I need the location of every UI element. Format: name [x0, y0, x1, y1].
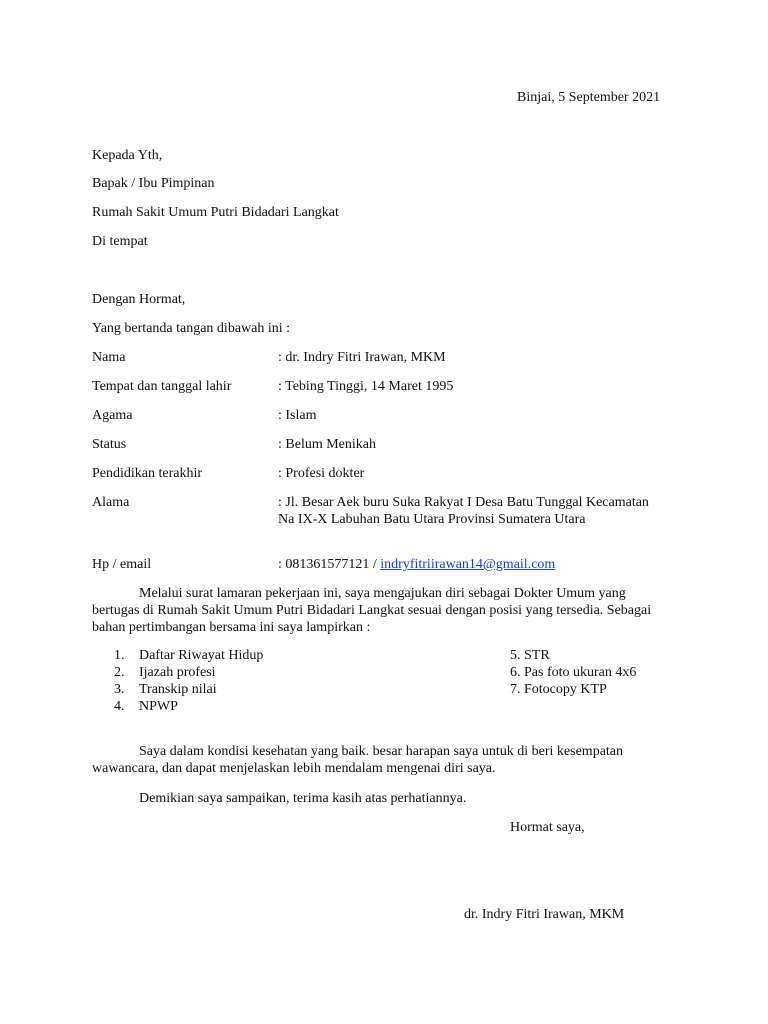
field-label-alamat: Alama	[92, 495, 130, 510]
attachment-item: Ijazah profesi	[139, 665, 216, 680]
attachment-item: Transkip nilai	[139, 682, 217, 697]
field-label-pendidikan: Pendidikan terakhir	[92, 466, 203, 481]
field-label-agama: Agama	[92, 408, 133, 423]
intro-text: Yang bertanda tangan dibawah ini :	[92, 321, 291, 336]
attachment-item: NPWP	[139, 699, 178, 714]
attachment-item: Daftar Riwayat Hidup	[139, 648, 264, 663]
attachment-number: 3.	[114, 682, 125, 697]
attachment-item: 5. STR	[510, 648, 550, 663]
phone-number: : 081361577121 /	[278, 557, 381, 572]
signature-name: dr. Indry Fitri Irawan, MKM	[464, 907, 625, 922]
field-value-agama: : Islam	[278, 408, 317, 423]
field-value-pendidikan: : Profesi dokter	[278, 466, 365, 481]
place-date: Binjai, 5 September 2021	[517, 90, 661, 105]
recipient-line-4: Di tempat	[92, 234, 148, 249]
recipient-line-2: Bapak / Ibu Pimpinan	[92, 176, 215, 191]
attachment-item: 6. Pas foto ukuran 4x6	[510, 665, 637, 680]
field-label-nama: Nama	[92, 350, 126, 365]
recipient-line-3: Rumah Sakit Umum Putri Bidadari Langkat	[92, 205, 339, 220]
attachment-number: 2.	[114, 665, 125, 680]
field-value-nama: : dr. Indry Fitri Irawan, MKM	[278, 350, 446, 365]
field-value-ttl: : Tebing Tinggi, 14 Maret 1995	[278, 379, 454, 394]
recipient-line-1: Kepada Yth,	[92, 148, 163, 163]
contact-value	[278, 556, 555, 573]
body-paragraph: Melalui surat lamaran pekerjaan ini, saya mengajukan diri sebagai Dokter Umum yang bertugas di Rumah Sakit Umum Putri Bidadari Langkat sesuai dengan posisi yang tersedia. Sebagai bahan pertimbangan bersama ini saya lampirkan :	[92, 586, 652, 635]
attachment-number: 1.	[114, 648, 125, 663]
closing-paragraph: Saya dalam kondisi kesehatan yang baik. besar harapan saya untuk di beri kesempatan wawancara, dan dapat menjelaskan lebih mendalam mengenai diri saya.	[92, 744, 624, 776]
regards: Hormat saya,	[510, 820, 585, 835]
field-label-status: Status	[92, 437, 127, 452]
attachment-number: 4.	[114, 699, 125, 714]
email-link[interactable]: indryfitriirawan14@gmail.com	[380, 557, 556, 572]
attachment-item: 7. Fotocopy KTP	[510, 682, 607, 697]
closing-line: Demikian saya sampaikan, terima kasih atas perhatiannya.	[139, 791, 467, 806]
field-label-ttl: Tempat dan tanggal lahir	[92, 379, 232, 394]
field-label-contact: Hp / email	[92, 557, 152, 572]
field-value-alamat: : Jl. Besar Aek buru Suka Rakyat I Desa Batu Tunggal Kecamatan Na IX-X Labuhan Batu Utara Provinsi Sumatera Utara	[278, 495, 649, 527]
salutation: Dengan Hormat,	[92, 292, 186, 307]
field-value-status: : Belum Menikah	[278, 437, 376, 452]
